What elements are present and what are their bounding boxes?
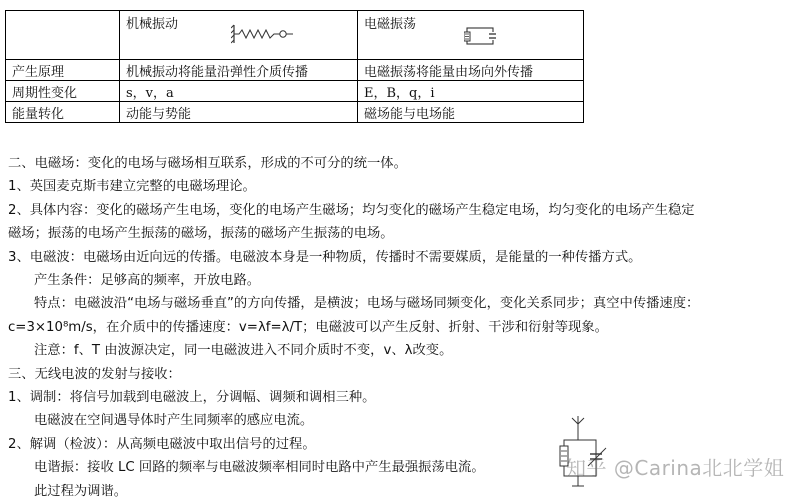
- text-line: 产生条件：足够高的频率，开放电路。: [34, 273, 261, 289]
- table-row: [6, 60, 584, 81]
- text-line: 电磁波在空间遇导体时产生同频率的感应电流。: [34, 413, 314, 429]
- text-line: 2、解调（检波）：从高频电磁波中取出信号的过程。: [8, 436, 316, 452]
- text-line: 3、电磁波：电磁场由近向远的传播。电磁波本身是一种物质，传播时不需要媒质，是能量的一种传播方式。: [8, 249, 642, 265]
- header-electromagnetic-label: 电磁振荡: [364, 17, 417, 32]
- text-line: 特点：电磁波沿“电场与磁场垂直”的方向传播，是横波；电场与磁场同频变化，变化关系同步；真空中传播速度：: [34, 296, 700, 312]
- text-line: 2、具体内容：变化的磁场产生电场，变化的电场产生磁场；均匀变化的磁场产生稳定电场，均匀变化的电场产生稳定: [8, 202, 695, 218]
- text-line: 磁场；振荡的电场产生振荡的磁场，振荡的磁场产生振荡的电场。: [8, 226, 394, 242]
- table-row: [6, 81, 584, 102]
- table-header-row: [6, 11, 584, 60]
- comparison-table: [5, 10, 584, 123]
- table-cell: 动能与势能: [120, 102, 358, 123]
- table-cell: 产生原理: [6, 60, 120, 81]
- table-cell: E，B，q，i: [358, 81, 584, 102]
- text-line: c=3×10⁸m/s，在介质中的传播速度：v=λf=λ/T；电磁波可以产生反射、折射、干涉和衍射等现象。: [8, 319, 608, 335]
- text-line: 1、调制：将信号加载到电磁波上，分调幅、调频和调相三种。: [8, 390, 376, 406]
- text-line: 注意：f、T 由波源决定，同一电磁波进入不同介质时不变，v、λ改变。: [34, 343, 453, 359]
- table-cell: 能量转化: [6, 102, 120, 123]
- table-header-empty: [6, 11, 120, 60]
- table-header-mechanical: [120, 11, 358, 60]
- table-cell: 电磁振荡将能量由场向外传播: [358, 60, 584, 81]
- text-line: 电谐振：接收 LC 回路的频率与电磁波频率相同时电路中产生最强振荡电流。: [34, 460, 485, 476]
- table-cell: s，v，a: [120, 81, 358, 102]
- header-mechanical-label: 机械振动: [126, 17, 179, 32]
- watermark: 知乎 @Carina北北学姐: [566, 456, 785, 480]
- table-cell: 机械振动将能量沿弹性介质传播: [120, 60, 358, 81]
- text-line: 1、英国麦克斯韦建立完整的电磁场理论。: [8, 179, 256, 195]
- lc-circuit-icon: [464, 25, 498, 49]
- table-cell: 周期性变化: [6, 81, 120, 102]
- table-row: [6, 102, 584, 123]
- notes-body: [8, 152, 809, 501]
- section-heading: 二、电磁场：变化的电场与磁场相互联系，形成的不可分的统一体。: [8, 156, 407, 171]
- section-heading: 三、无线电波的发射与接收：: [8, 366, 181, 382]
- table-cell: 磁场能与电场能: [358, 102, 584, 123]
- spring-oscillator-icon: [231, 23, 301, 45]
- table-header-electromagnetic: [358, 11, 584, 60]
- text-line: 此过程为调谐。: [34, 483, 128, 499]
